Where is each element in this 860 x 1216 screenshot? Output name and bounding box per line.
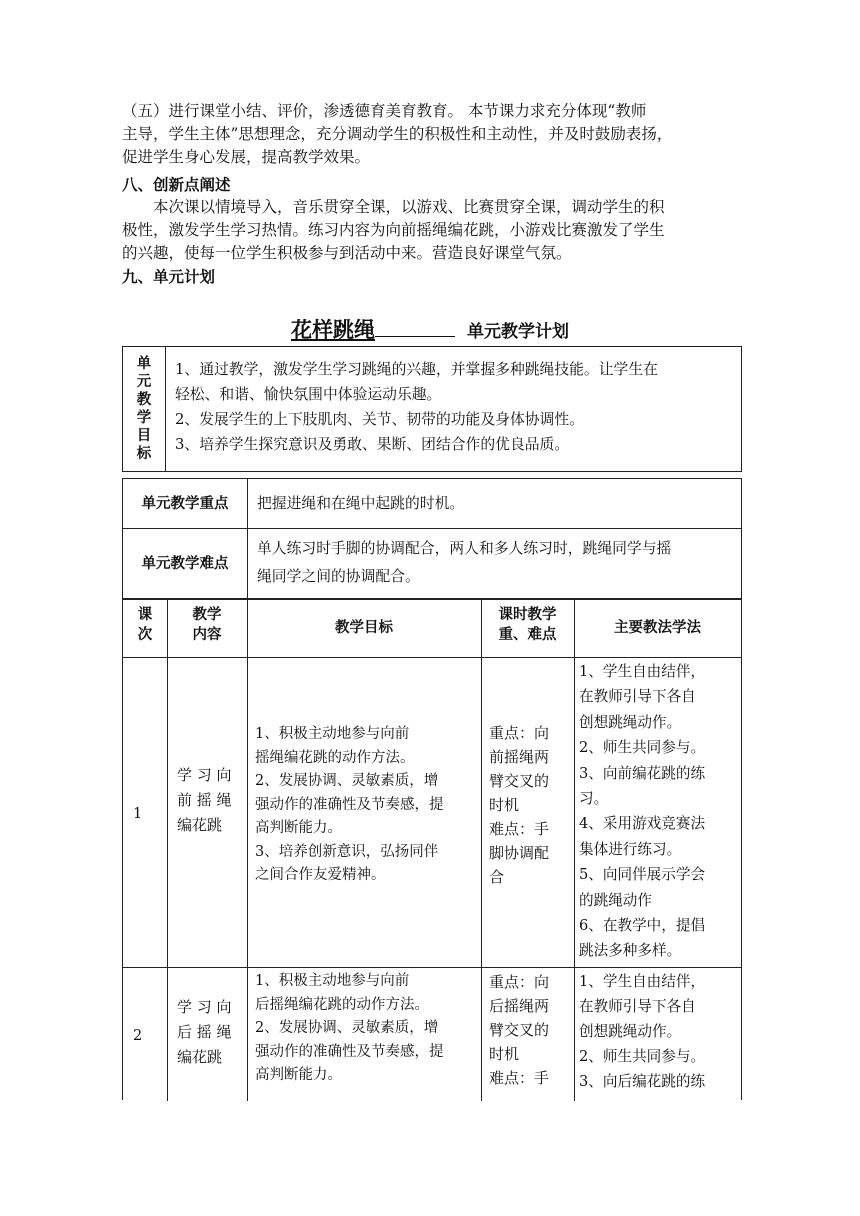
plan-title-suffix: 单元教学计划 — [467, 322, 569, 342]
header-methods: 主要教法学法 — [614, 620, 701, 636]
lessons-table — [122, 598, 742, 1100]
table-row-1-methods: 1、学生自由结伴， 在教师引导下各自 创想跳绳动作。 2、师生共同参与。 3、向前编花跳的练 习。 4、采用游戏竞赛法 集体进行练习。 5、向同伴展示学会 的跳绳动作 6、在教学中，提倡 跳法多种多样。 — [579, 663, 706, 960]
unit-goals-box — [122, 346, 742, 472]
difficulty-text: 单人练习时手脚的协调配合，两人和多人练习时，跳绳同学与摇 绳同学之间的协调配合。 — [257, 540, 672, 585]
key-point-label: 单元教学重点 — [141, 496, 229, 512]
difficulty-label: 单元教学难点 — [141, 556, 229, 572]
header-focus: 课时教学 重、难点 — [498, 607, 557, 643]
table-row-2-focus: 重点：向 后摇绳两 臂交叉的 时机 难点：手 — [489, 973, 550, 1087]
table-row-1-objectives: 1、积极主动地参与向前 摇绳编花跳的动作方法。 2、发展协调、灵敏素质，增 强动作的准确性及节奏感，提 高判断能力。 3、培养创新意识，弘扬同伴 之间合作友爱精神。 — [255, 726, 444, 883]
intro-paragraph — [122, 100, 734, 169]
section9-heading: 九、单元计划 — [122, 268, 216, 286]
key-point-text: 把握进绳和在绳中起跳的时机。 — [257, 495, 465, 512]
table-row-2-objectives: 1、积极主动地参与向前 后摇绳编花跳的动作方法。 2、发展协调、灵敏素质，增 强动作的准确性及节奏感，提 高判断能力。 — [255, 973, 444, 1083]
table-row-1-focus: 重点：向 前摇绳两 臂交叉的 时机 难点：手 脚协调配 合 — [489, 724, 550, 886]
table-row-2-lesson: 2 — [133, 1028, 143, 1044]
intro-line: （五）进行课堂小结、评价，渗透德育美育教育。 本节课力求充分体现“教师 — [122, 102, 647, 120]
section8-line: 本次课以情境导入，音乐贯穿全课，以游戏、比赛贯穿全课，调动学生的积 — [122, 198, 665, 216]
section8-heading: 八、创新点阐述 — [122, 176, 231, 194]
plan-title — [0, 314, 860, 344]
section8-line: 极性，激发学生学习热情。练习内容为向前摇绳编花跳，小游戏比赛激发了学生 — [122, 221, 665, 239]
table-row-1-content: 学 习 向 前 摇 绳 编花跳 — [177, 766, 232, 834]
header-lesson: 课 次 — [137, 607, 153, 643]
unit-goals-label: 单 元 教 学 目 标 — [136, 356, 152, 462]
section8-paragraph — [122, 196, 734, 265]
title-blank-line — [375, 318, 455, 337]
unit-focus-box — [122, 478, 742, 600]
intro-line: 促进学生身心发展，提高教学效果。 — [122, 148, 371, 166]
table-row-2-content: 学 习 向 后 摇 绳 编花跳 — [177, 998, 232, 1066]
table-row-1-lesson: 1 — [133, 806, 143, 822]
intro-line: 主导，学生主体”思想理念，充分调动学生的积极性和主动性，并及时鼓励表扬， — [122, 125, 673, 143]
header-content: 教学 内容 — [192, 607, 222, 643]
unit-goals-text: 1、通过教学，激发学生学习跳绳的兴趣，并掌握多种跳绳技能。让学生在 轻松、和谐、愉快氛围中体验运动乐趣。 2、发展学生的上下肢肌肉、关节、韧带的功能及身体协调性。 3、培养学生探究意识及勇敢、果断、团结合作的优良品质。 — [175, 361, 658, 453]
section8-line: 的兴趣，使每一位学生积极参与到活动中来。营造良好课堂气氛。 — [122, 244, 572, 262]
table-row-2-methods: 1、学生自由结伴， 在教师引导下各自 创想跳绳动作。 2、师生共同参与。 3、向后编花跳的练 — [579, 973, 706, 1090]
header-objectives: 教学目标 — [335, 620, 393, 636]
plan-topic: 花样跳绳 — [291, 318, 375, 342]
